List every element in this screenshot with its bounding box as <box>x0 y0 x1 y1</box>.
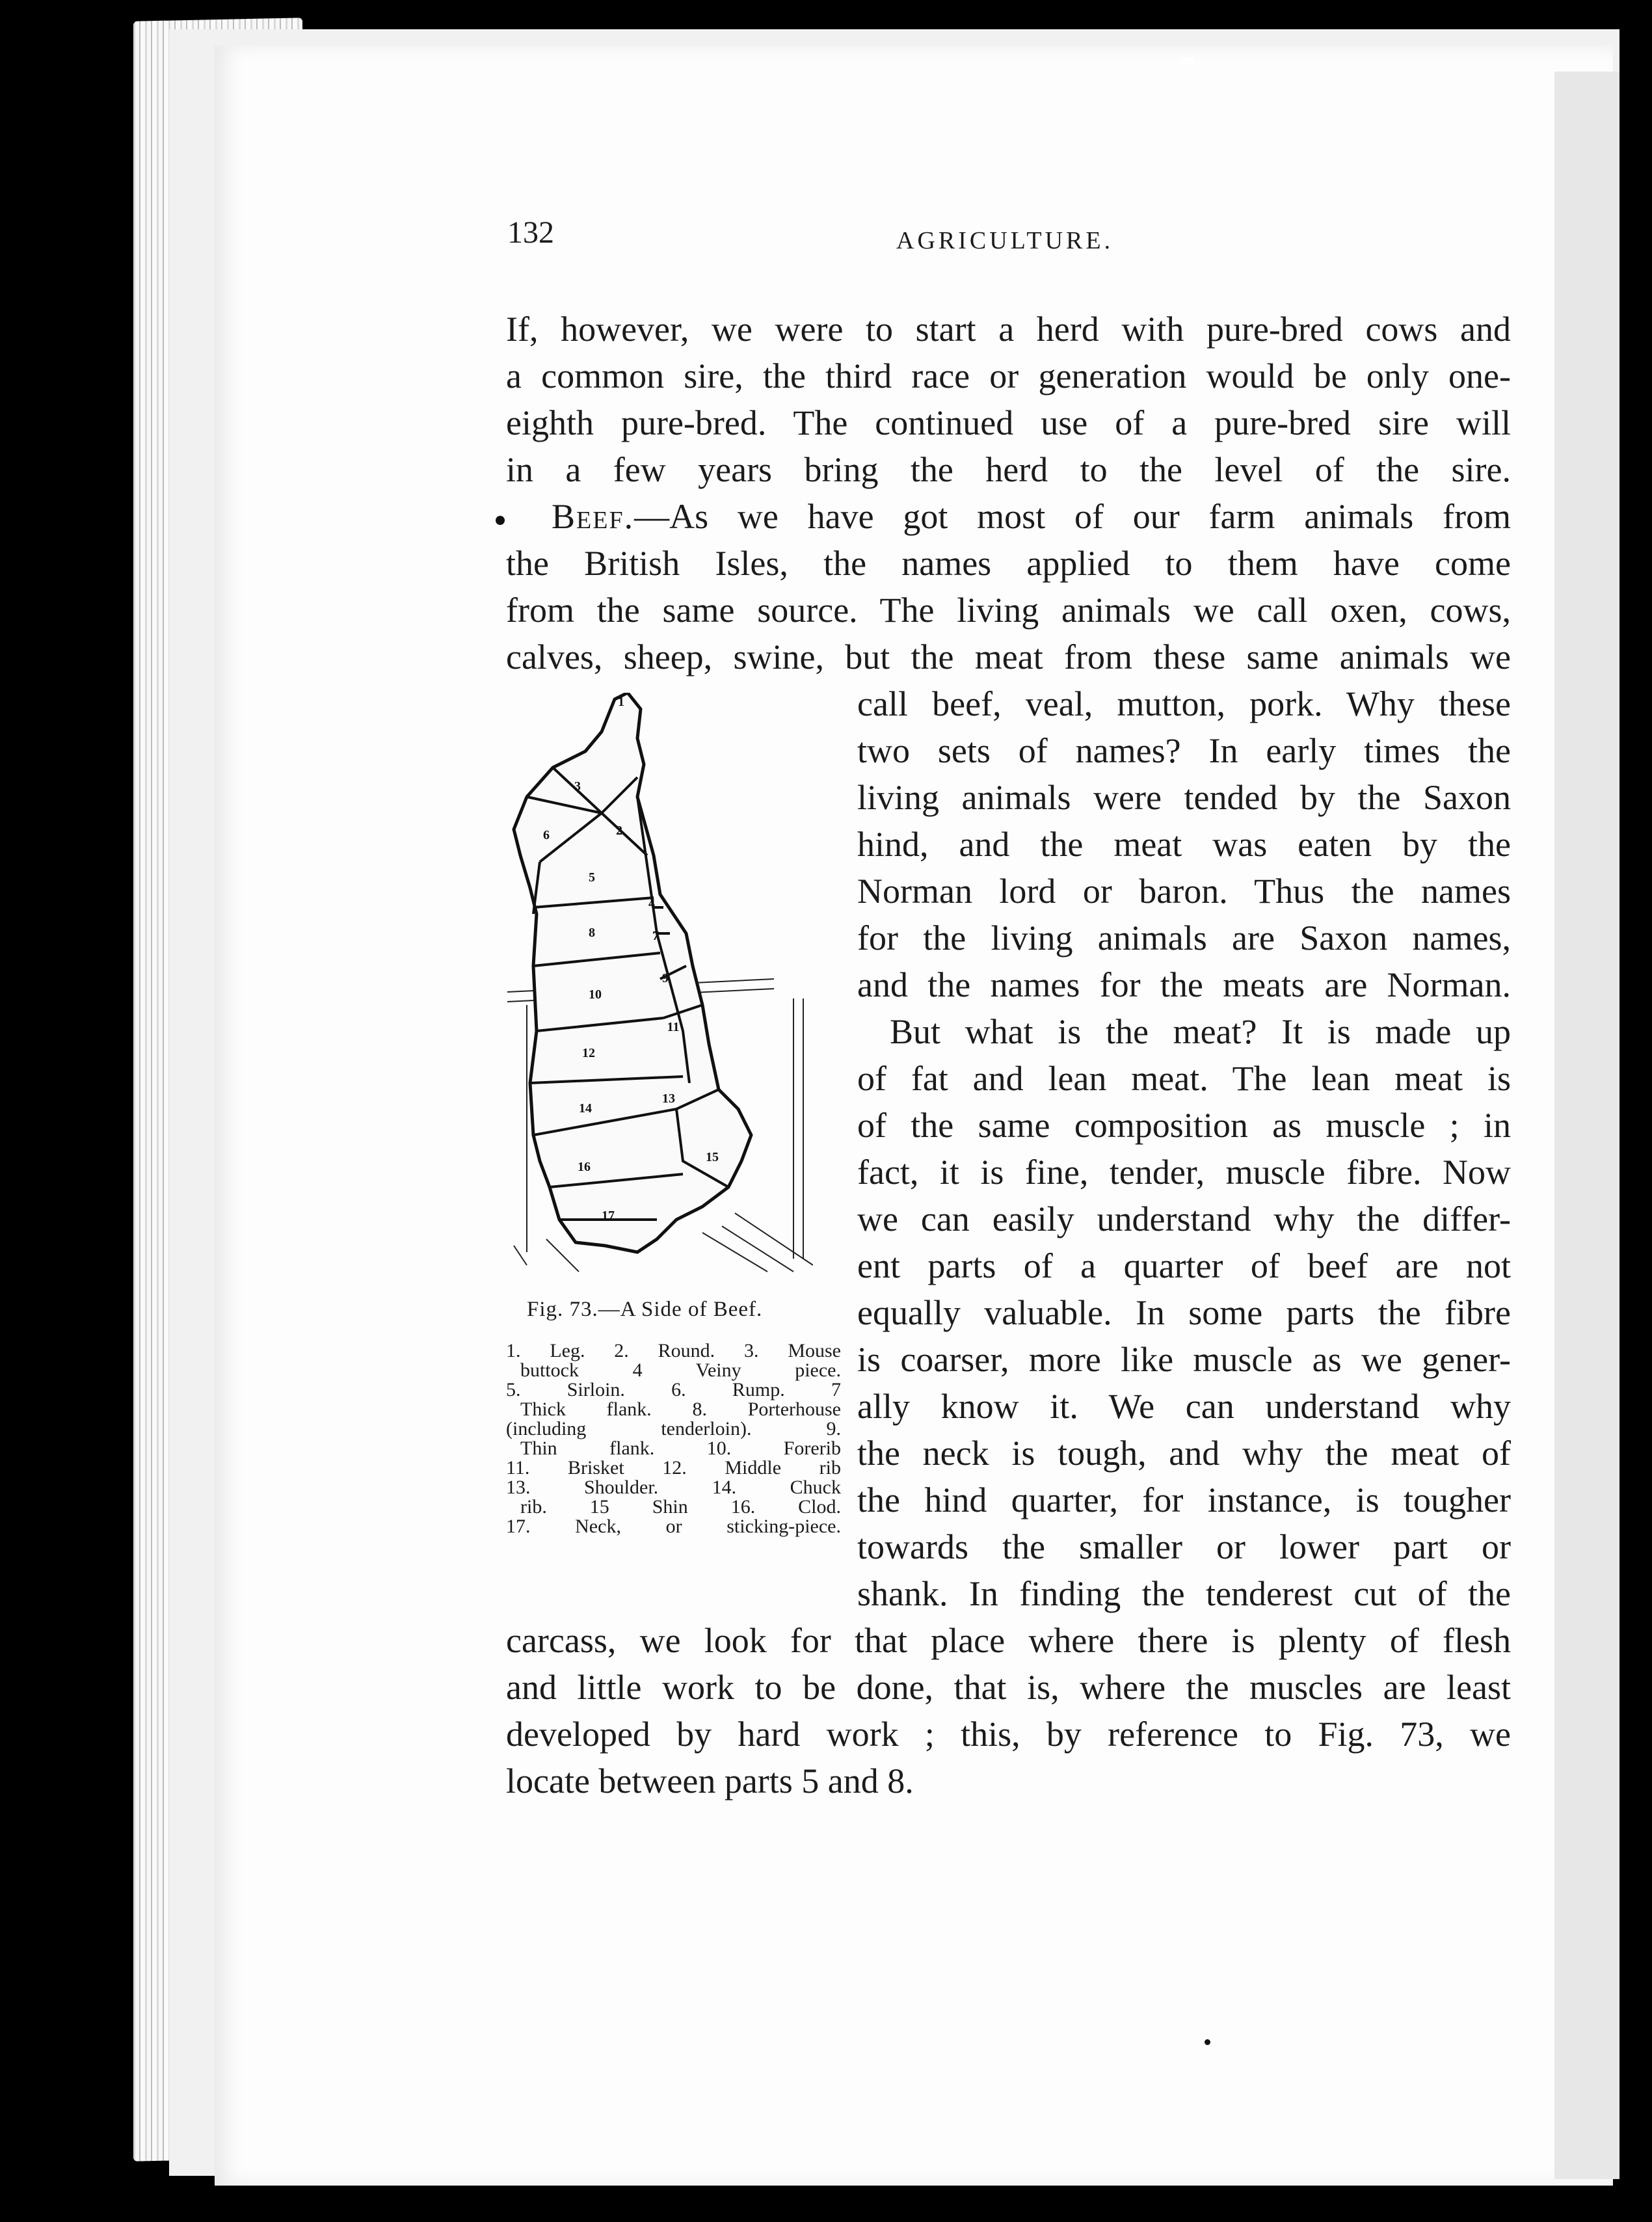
text-line: developed by hard work ; this, by reference to Fig. 73, we <box>506 1715 1511 1754</box>
text-line: of the same composition as muscle ; in <box>857 1106 1511 1145</box>
beef-outline <box>514 693 751 1252</box>
text-line: is coarser, more like muscle as we gener- <box>857 1340 1511 1379</box>
cut-label: 17 <box>602 1209 615 1223</box>
text-line: two sets of names? In early times the <box>857 731 1511 770</box>
legend-line: Thick flank. 8. Porterhouse <box>520 1399 841 1420</box>
text-line: calves, sheep, swine, but the meat from these same animals we <box>506 637 1511 676</box>
text-line: from the same source. The living animals we call oxen, cows, <box>506 591 1511 630</box>
text-line: equally valuable. In some parts the fibre <box>857 1293 1511 1332</box>
text-line: shank. In finding the tenderest cut of the <box>857 1574 1511 1613</box>
cut-label: 7 <box>652 929 659 943</box>
legend-line: (including tenderloin). 9. <box>506 1418 841 1439</box>
text-line: ally know it. We can understand why <box>857 1387 1511 1426</box>
cut-label: 10 <box>589 987 602 1002</box>
page-number: 132 <box>507 215 554 250</box>
ink-speck <box>1205 2039 1210 2045</box>
legend-line: 11. Brisket 12. Middle rib <box>506 1457 841 1479</box>
beef-side-figure <box>507 693 813 1278</box>
text-line: carcass, we look for that place where there is plenty of flesh <box>506 1621 1511 1660</box>
text-line: in a few years bring the herd to the level of the sire. <box>506 450 1511 489</box>
text-line: fact, it is fine, tender, muscle fibre. Now <box>857 1153 1511 1192</box>
text-line: the British Isles, the names applied to them have come <box>506 544 1511 583</box>
cut-label: 1 <box>618 695 624 709</box>
cut-label: 12 <box>582 1046 595 1060</box>
cut-label: 6 <box>543 828 550 842</box>
cut-label: 2 <box>616 823 622 838</box>
text-line: But what is the meat? It is made up <box>890 1012 1511 1051</box>
text-line: of fat and lean meat. The lean meat is <box>857 1059 1511 1098</box>
text-line: the neck is tough, and why the meat of <box>857 1434 1511 1473</box>
section-heading-beef: Beef. <box>552 497 635 536</box>
text-line: and little work to be done, that is, where the muscles are least <box>506 1668 1511 1707</box>
running-title: AGRICULTURE. <box>896 227 1114 254</box>
cut-label: 16 <box>578 1160 591 1174</box>
cut-label: 3 <box>574 779 581 794</box>
cut-label: 11 <box>667 1020 680 1034</box>
text-line: call beef, veal, mutton, pork. Why these <box>857 684 1511 723</box>
text-line: Norman lord or baron. Thus the names <box>857 872 1511 911</box>
legend-line: 5. Sirloin. 6. Rump. 7 <box>506 1379 841 1400</box>
text-line: a common sire, the third race or generation would be only one- <box>506 356 1511 395</box>
text-line: locate between parts 5 and 8. <box>506 1761 914 1800</box>
cut-label: 14 <box>579 1101 592 1116</box>
figure-caption: Fig. 73.—A Side of Beef. <box>527 1298 763 1321</box>
cut-label: 9 <box>662 971 669 985</box>
cut-label: 5 <box>589 870 595 885</box>
cut-label: 8 <box>589 926 595 940</box>
cut-label: 15 <box>706 1150 719 1164</box>
legend-line: 17. Neck, or sticking-piece. <box>506 1516 841 1537</box>
ink-speck <box>496 516 505 525</box>
text-line: we can easily understand why the differ- <box>857 1199 1511 1238</box>
text-line: towards the smaller or lower part or <box>857 1527 1511 1566</box>
cut-label: 13 <box>662 1091 675 1106</box>
legend-line: Thin flank. 10. Forerib <box>520 1438 841 1459</box>
legend-line: 13. Shoulder. 14. Chuck <box>506 1477 841 1498</box>
legend-line: 1. Leg. 2. Round. 3. Mouse <box>506 1340 841 1361</box>
page-gutter-shadow <box>1554 72 1619 2179</box>
text-line: and the names for the meats are Norman. <box>857 965 1511 1004</box>
legend-line: buttock 4 Veiny piece. <box>520 1359 841 1381</box>
text-line: for the living animals are Saxon names, <box>857 918 1511 957</box>
text-line: living animals were tended by the Saxon <box>857 778 1511 817</box>
legend-line: rib. 15 Shin 16. Clod. <box>520 1496 841 1518</box>
cut-label: 4 <box>648 896 655 911</box>
text-line: If, however, we were to start a herd with pure-bred cows and <box>506 310 1511 349</box>
text-line: ent parts of a quarter of beef are not <box>857 1246 1511 1285</box>
text-line <box>506 493 1511 540</box>
text-line: hind, and the meat was eaten by the <box>857 825 1511 864</box>
text-line: the hind quarter, for instance, is tougher <box>857 1480 1511 1519</box>
text-span: —As we have got most of our farm animals from <box>634 497 1511 536</box>
ink-speck <box>1180 57 1195 65</box>
text-line: eighth pure-bred. The continued use of a pure-bred sire will <box>506 403 1511 442</box>
